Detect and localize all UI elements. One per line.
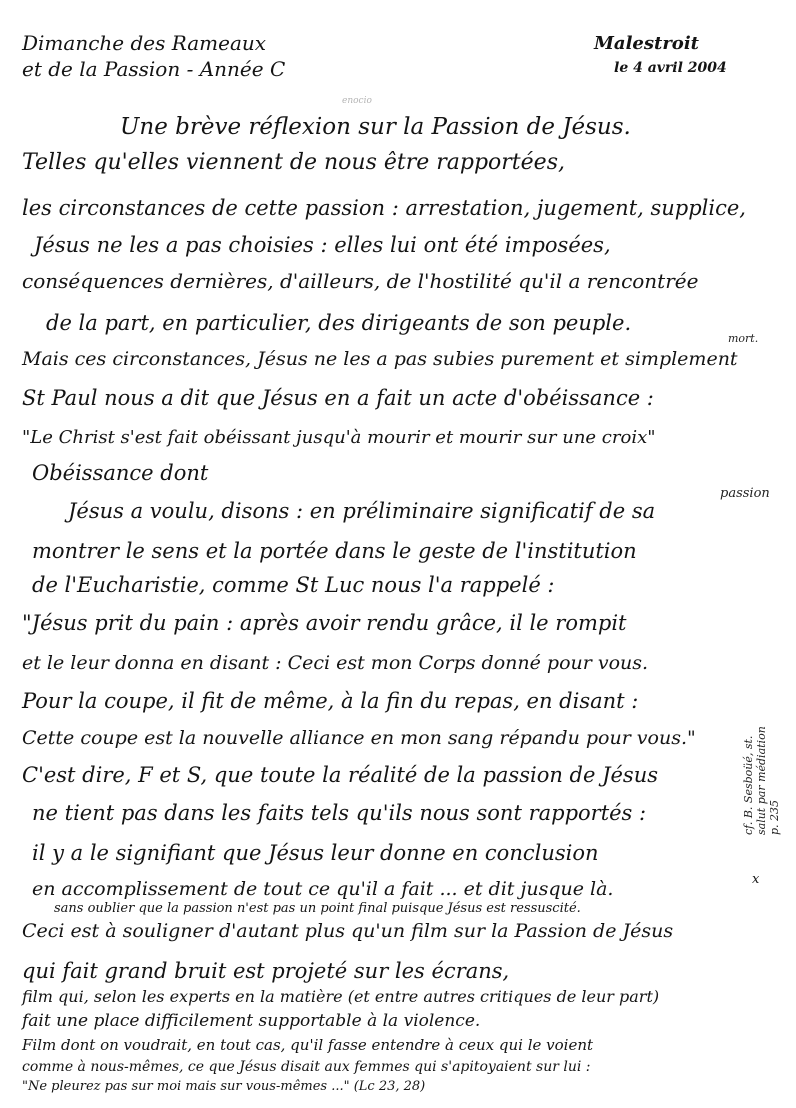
text-line: il y a le signifiant que Jésus leur donne en conclusion [32,841,599,865]
header-left-line2: et de la Passion - Année C [22,57,286,81]
text-line: Film dont on voudrait, en tout cas, qu'il fasse entendre à ceux qui le voient [22,1036,594,1054]
text-line: en accomplissement de tout ce qu'il a fait ... et dit jusque là. [32,878,614,900]
text-line: de l'Eucharistie, comme St Luc nous l'a rappelé : [32,573,555,597]
text-line: et le leur donna en disant : Ceci est mon Corps donné pour vous. [22,652,649,674]
text-line: Jésus ne les a pas choisies : elles lui ont été imposées, [34,233,611,257]
header-place-date [594,32,727,80]
text-line: Mais ces circonstances, Jésus ne les a pas subies purement et simplement [22,348,738,370]
text-line: "Jésus prit du pain : après avoir rendu grâce, il le rompit [22,611,627,635]
text-line: de la part, en particulier, des dirigeants de son peuple. [46,311,632,335]
text-line: comme à nous-mêmes, ce que Jésus disait aux femmes qui s'apitoyaient sur lui : [22,1059,591,1075]
text-line: "Le Christ s'est fait obéissant jusqu'à mourir et mourir sur une croix" [22,427,656,448]
text-line: film qui, selon les experts en la matière (et entre autres critiques de leur part) [22,987,660,1006]
margin-note-reference: cf. B. Sesboüé, st. salut par médiation p. 235 [742,726,781,835]
text-line: C'est dire, F et S, que toute la réalité de la passion de Jésus [22,763,659,787]
text-line-insert: sans oublier que la passion n'est pas un point final puisque Jésus est ressuscité. [54,901,581,916]
margin-note-passion: passion [720,486,770,501]
margin-note-mort: mort. [728,332,759,345]
header-place: Malestroit [594,33,699,54]
text-line: Cette coupe est la nouvelle alliance en mon sang répandu pour vous." [22,727,696,749]
header-liturgical-day [22,30,285,82]
text-line: montrer le sens et la portée dans le geste de l'institution [32,539,637,563]
text-line: Telles qu'elles viennent de nous être rapportées, [22,150,565,175]
text-line: ne tient pas dans les faits tels qu'ils nous sont rapportés : [32,801,647,825]
text-line: Pour la coupe, il fit de même, à la fin du repas, en disant : [22,689,639,713]
text-line: fait une place difficilement supportable à la violence. [22,1011,481,1031]
text-line: qui fait grand bruit est projeté sur les écrans, [22,959,510,983]
text-line: conséquences dernières, d'ailleurs, de l'hostilité qu'il a rencontrée [22,269,699,293]
text-line: Jésus a voulu, disons : en préliminaire significatif de sa [68,499,656,523]
scan-mark: enocio [342,96,372,106]
text-line: "Ne pleurez pas sur moi mais sur vous-mêmes ..." (Lc 23, 28) [22,1079,426,1094]
text-line: St Paul nous a dit que Jésus en a fait un acte d'obéissance : [22,386,654,410]
text-line-title: Une brève réflexion sur la Passion de Jésus. [120,114,631,140]
text-line: Obéissance dont [32,461,209,485]
text-line: les circonstances de cette passion : arrestation, jugement, supplice, [22,196,746,220]
insertion-mark: x [752,872,760,887]
text-line: Ceci est à souligner d'autant plus qu'un film sur la Passion de Jésus [22,920,674,942]
header-date: le 4 avril 2004 [614,60,727,76]
header-left-line1: Dimanche des Rameaux [22,31,267,55]
